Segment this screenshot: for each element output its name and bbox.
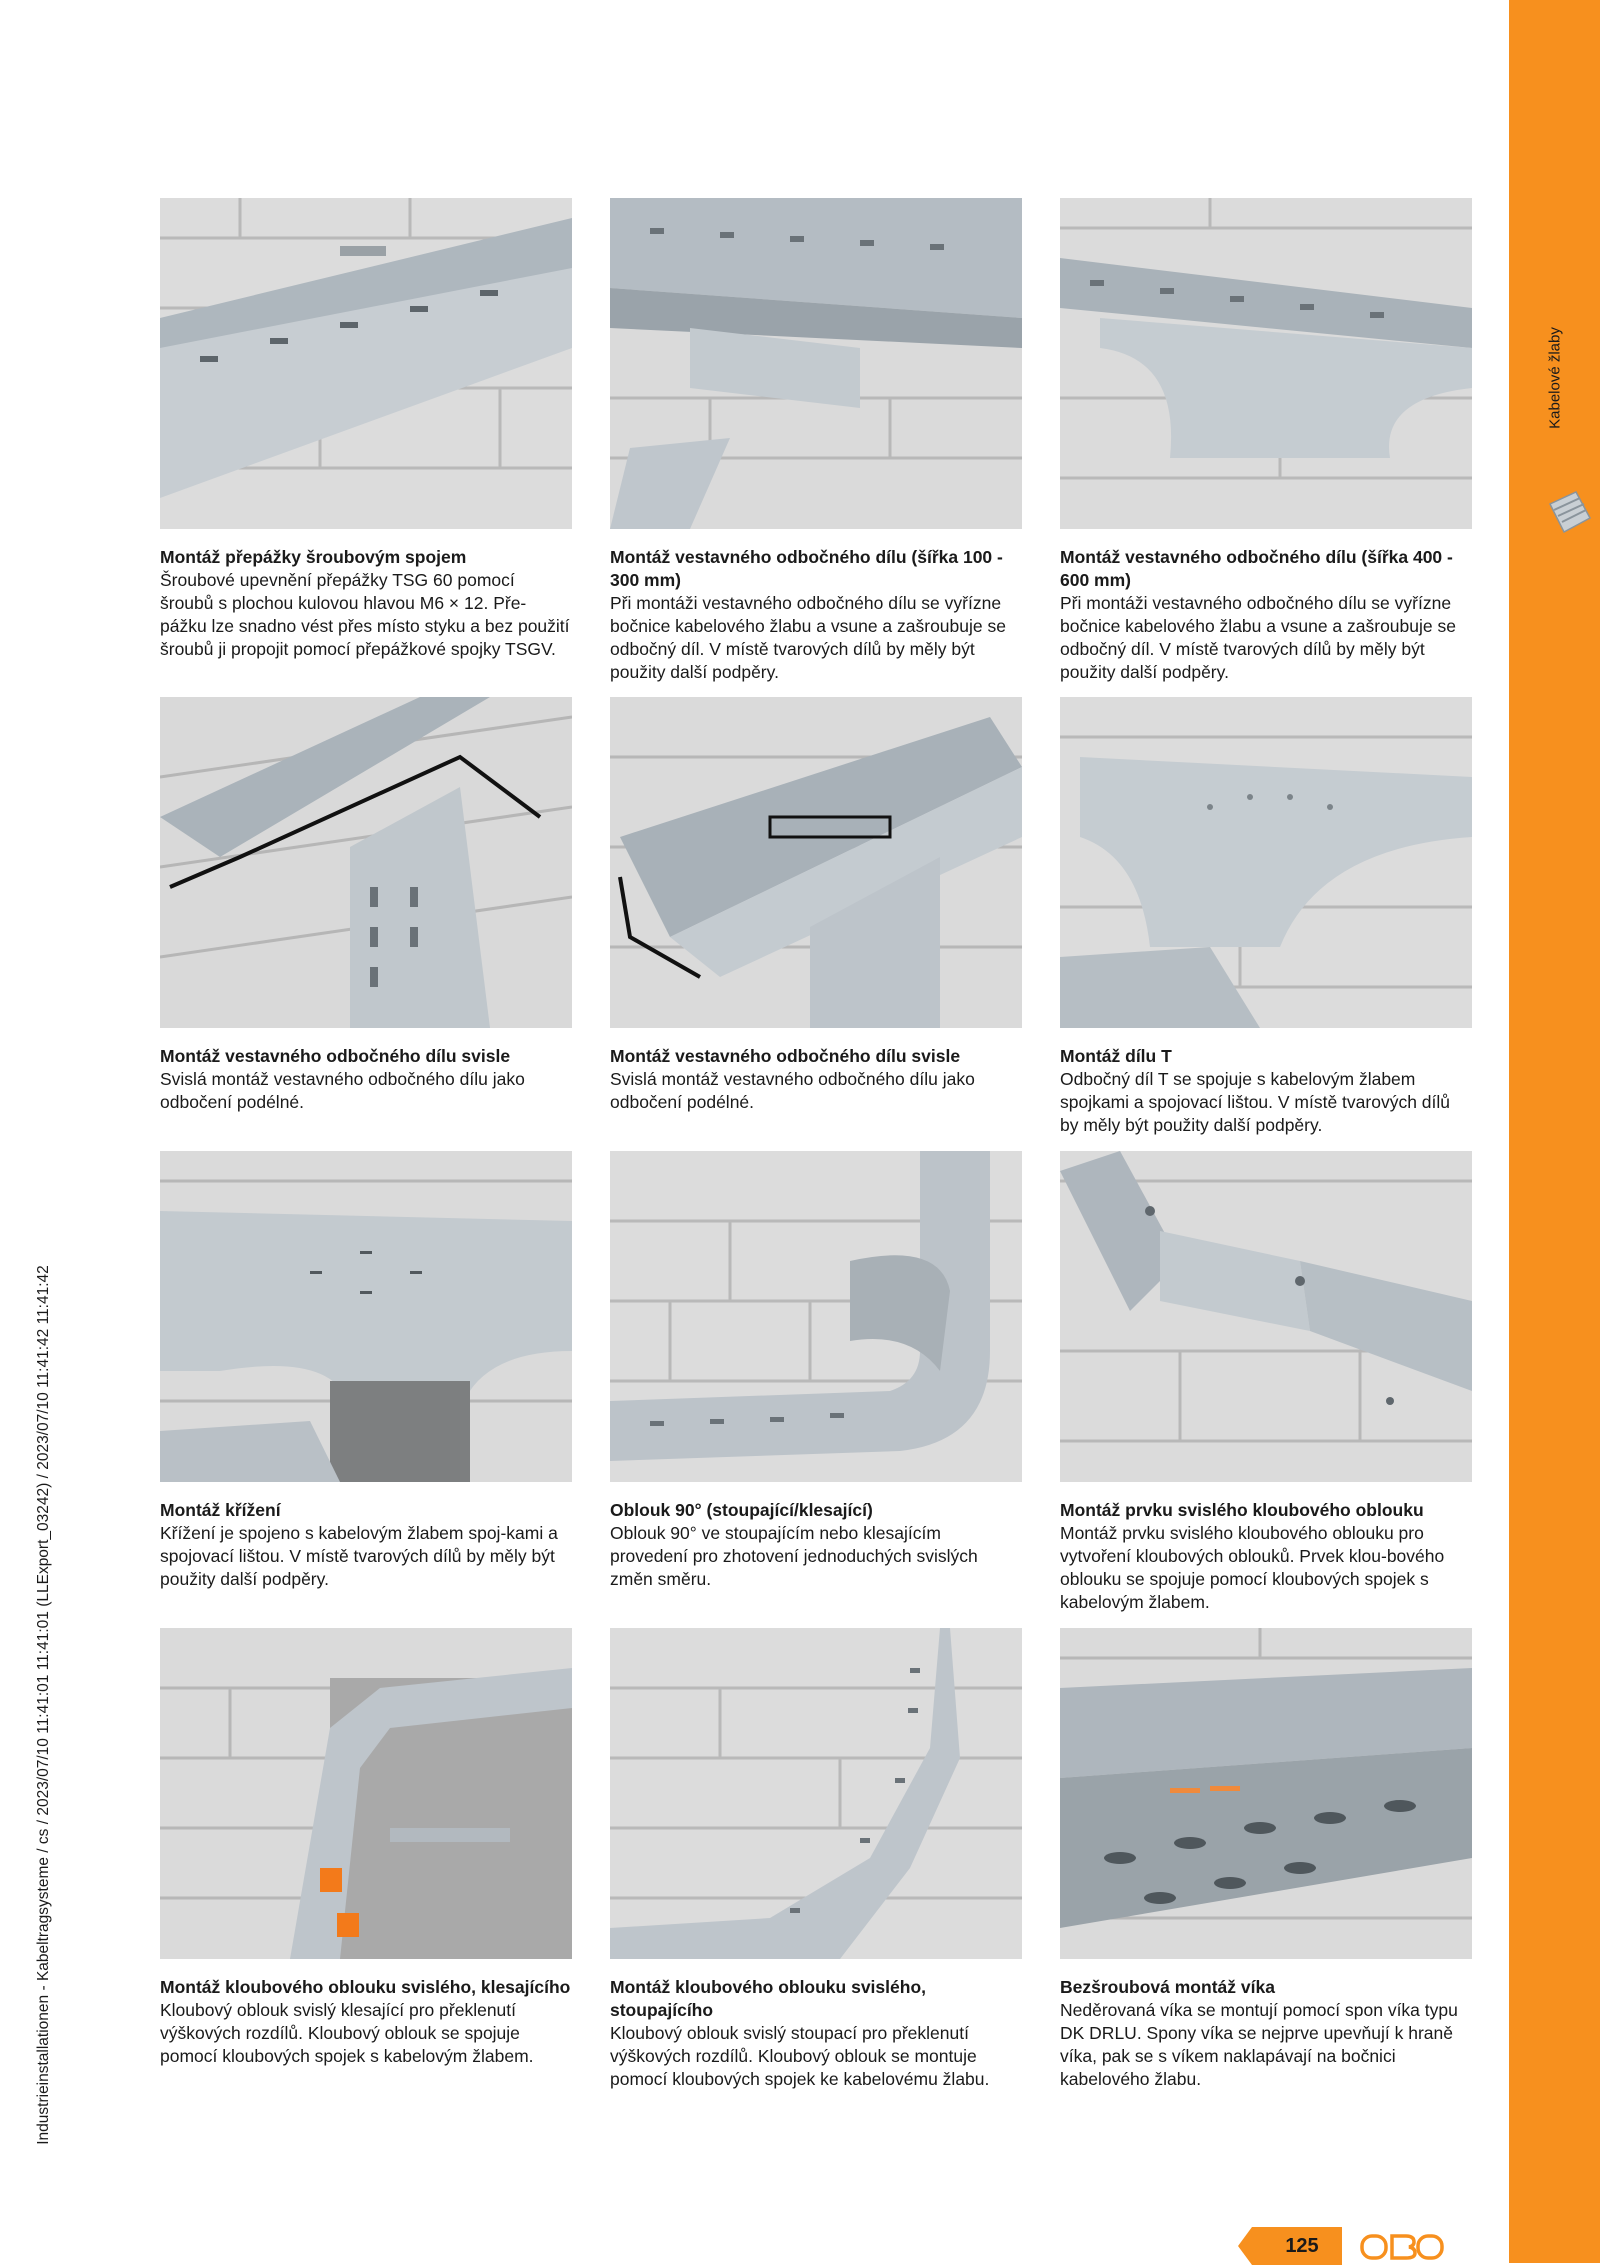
item-1-text: Šroubové upevnění přepážky TSG 60 pomocí šroubů s plochou kulovou hlavou M6 × 12. Pře-pážku lze snadno vést přes místo styku a bez použití šroubů ji propojit pomocí přepážkové spojky TSGV. xyxy=(160,570,570,659)
item-5 xyxy=(610,697,1022,1114)
item-12-title: Bezšroubová montáž víka xyxy=(1060,1977,1275,1997)
item-7-text: Křížení je spojeno s kabelovým žlabem spoj-kami a spojovací lištou. V místě tvarových dílů by měly být použity další podpěry. xyxy=(160,1523,558,1589)
item-3-photo xyxy=(1060,198,1472,529)
item-12 xyxy=(1060,1628,1472,2091)
item-1 xyxy=(160,198,572,661)
item-5-photo xyxy=(610,697,1022,1028)
item-2-title: Montáž vestavného odbočného dílu (šířka 100 - 300 mm) xyxy=(610,547,1003,590)
item-2 xyxy=(610,198,1022,684)
item-6-title: Montáž dílu T xyxy=(1060,1046,1172,1066)
item-3 xyxy=(1060,198,1472,684)
section-label xyxy=(1540,318,1570,438)
item-9 xyxy=(1060,1151,1472,1614)
section-label-text: Kabelové žlaby xyxy=(1546,327,1564,429)
item-2-text: Při montáži vestavného odbočného dílu se vyřízne bočnice kabelového žlabu a vsune a zašroubuje se odbočný díl. V místě tvarových dílů by měly být použity další podpěry. xyxy=(610,593,1006,682)
item-9-title: Montáž prvku svislého kloubového oblouku xyxy=(1060,1500,1424,1520)
item-11 xyxy=(610,1628,1022,2091)
item-8 xyxy=(610,1151,1022,1591)
item-3-text: Při montáži vestavného odbočného dílu se vyřízne bočnice kabelového žlabu a vsune a zašroubuje se odbočný díl. V místě tvarových dílů by měly být použity další podpěry. xyxy=(1060,593,1456,682)
item-11-title: Montáž kloubového oblouku svislého, stoupajícího xyxy=(610,1977,926,2020)
item-7 xyxy=(160,1151,572,1591)
item-10-photo xyxy=(160,1628,572,1959)
item-7-photo xyxy=(160,1151,572,1482)
obo-logo xyxy=(1360,2233,1444,2261)
item-5-title: Montáž vestavného odbočného dílu svisle xyxy=(610,1046,961,1066)
item-11-text: Kloubový oblouk svislý stoupací pro překlenutí výškových rozdílů. Kloubový oblouk se montuje pomocí kloubových spojek ke kabelovému žlabu. xyxy=(610,2023,990,2089)
item-4-photo xyxy=(160,697,572,1028)
item-6-text: Odbočný díl T se spojuje s kabelovým žlabem spojkami a spojovací lištou. V místě tvarových dílů by měly být použity další podpěry. xyxy=(1060,1069,1451,1135)
item-10-text: Kloubový oblouk svislý klesající pro překlenutí výškových rozdílů. Kloubový oblouk se spojuje pomocí kloubových spojek s kabelovým žlabem. xyxy=(160,2000,534,2066)
print-metadata-text: Industrieinstallationen - Kabeltragsysteme / cs / 2023/07/10 11:41:01 11:41:01 (LLExport_03242) / 2023/07/10 11:41:42 11:41:42 xyxy=(35,1265,52,2145)
item-11-photo xyxy=(610,1628,1022,1959)
item-8-photo xyxy=(610,1151,1022,1482)
cable-tray-icon xyxy=(1546,488,1592,536)
item-1-photo xyxy=(160,198,572,529)
item-3-title: Montáž vestavného odbočného dílu (šířka 400 - 600 mm) xyxy=(1060,547,1453,590)
item-12-text: Neděrovaná víka se montují pomocí spon víka typu DK DRLU. Spony víka se nejprve upevňují k hraně víka, pak se s víkem naklapávají na bočnici kabelového žlabu. xyxy=(1060,2000,1458,2089)
item-8-title: Oblouk 90° (stoupající/klesající) xyxy=(610,1500,873,1520)
item-9-text: Montáž prvku svislého kloubového oblouku pro vytvoření kloubových oblouků. Prvek klou-bového oblouku se spojuje pomocí kloubových spojek s kabelovým žlabem. xyxy=(1060,1523,1445,1612)
item-7-title: Montáž křížení xyxy=(160,1500,281,1520)
item-9-photo xyxy=(1060,1151,1472,1482)
item-4-title: Montáž vestavného odbočného dílu svisle xyxy=(160,1046,511,1066)
item-10 xyxy=(160,1628,572,2068)
item-12-photo xyxy=(1060,1628,1472,1959)
item-6 xyxy=(1060,697,1472,1137)
print-metadata xyxy=(30,1240,58,2170)
item-4-text: Svislá montáž vestavného odbočného dílu jako odbočení podélné. xyxy=(160,1069,525,1112)
item-1-title: Montáž přepážky šroubovým spojem xyxy=(160,547,467,567)
item-4 xyxy=(160,697,572,1114)
item-10-title: Montáž kloubového oblouku svislého, klesajícího xyxy=(160,1977,571,1997)
item-5-text: Svislá montáž vestavného odbočného dílu jako odbočení podélné. xyxy=(610,1069,975,1112)
item-8-text: Oblouk 90° ve stoupajícím nebo klesajícím provedení pro zhotovení jednoduchých svislých změn směru. xyxy=(610,1523,978,1589)
item-6-photo xyxy=(1060,697,1472,1028)
item-2-photo xyxy=(610,198,1022,529)
page-number: 125 xyxy=(1285,2235,1319,2257)
